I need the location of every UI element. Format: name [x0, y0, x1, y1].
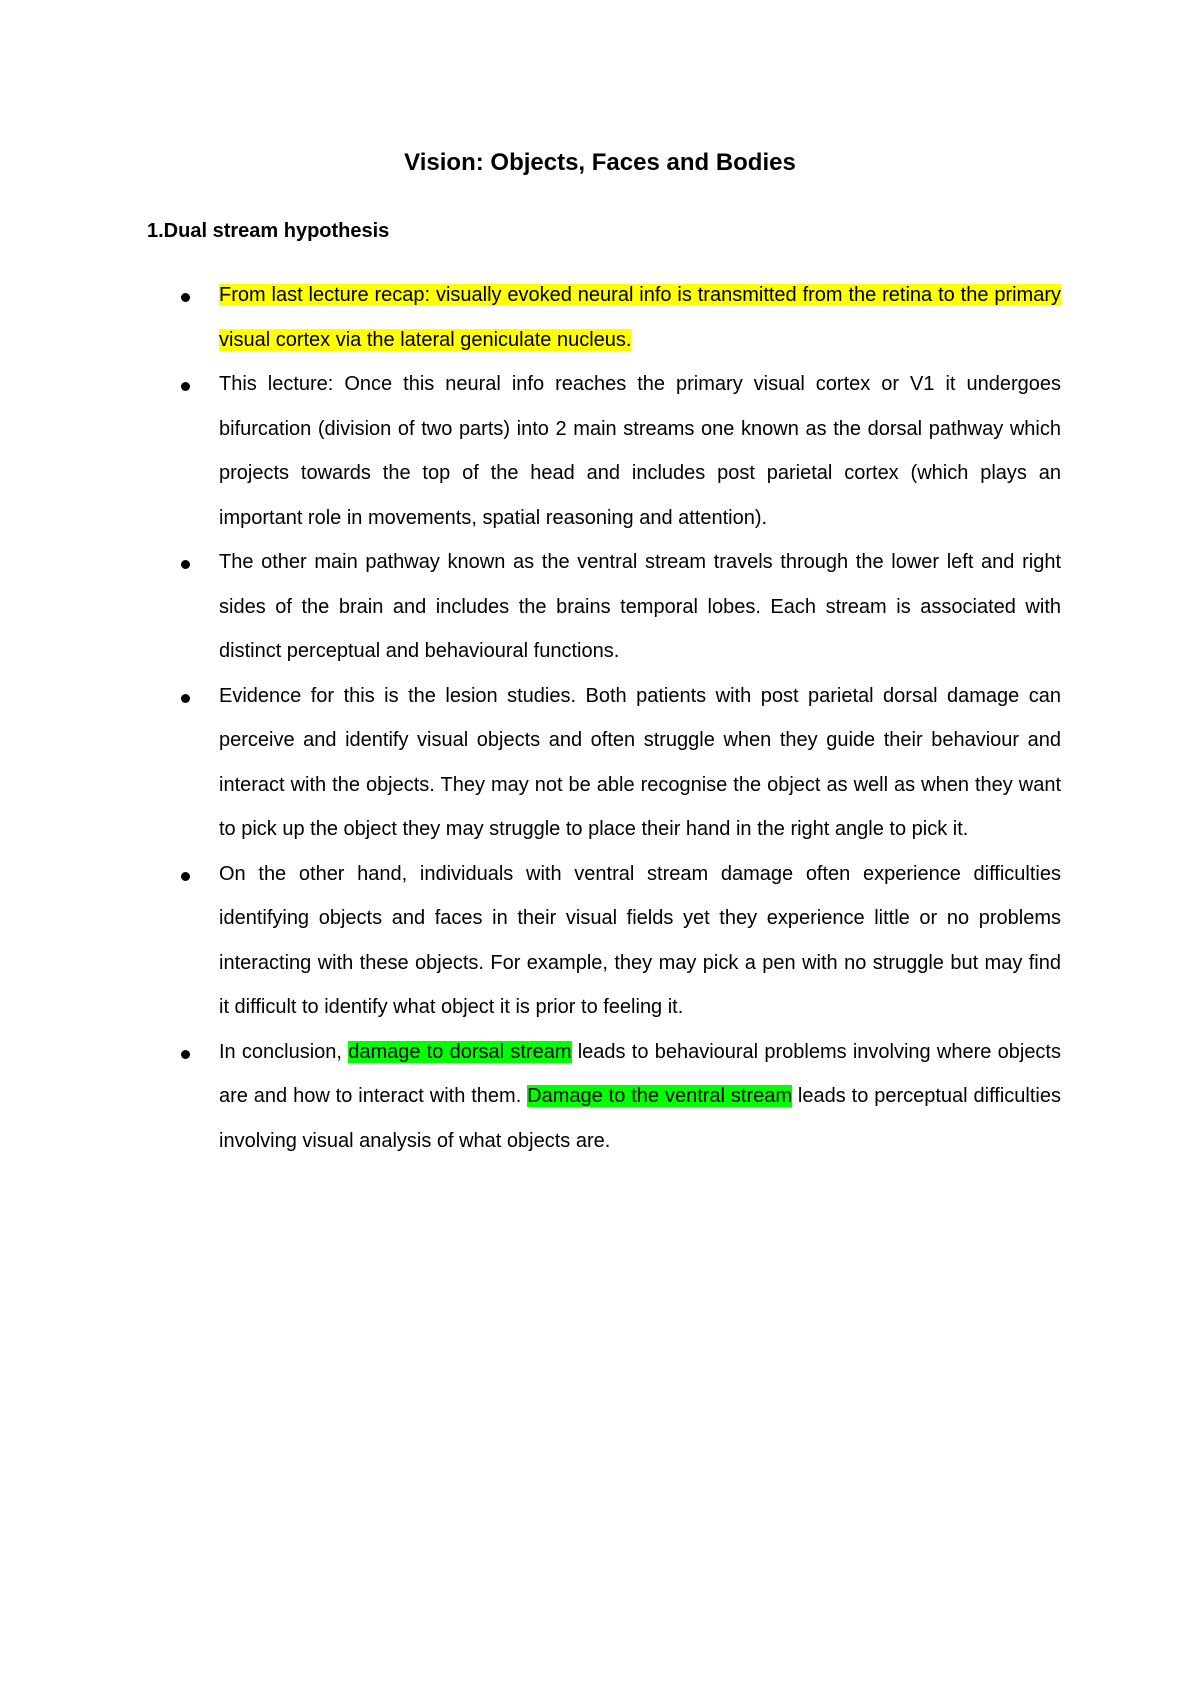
- list-item-text: Evidence for this is the lesion studies. Both patients with post parietal dorsal damage can perceive and identify visual objects and often struggle when they guide their behaviour and interact with the objects. They may not be able recognise the object as well as when they want to pick up the object they may struggle to place their hand in the right angle to pick it.: [219, 684, 1061, 840]
- bullet-dot-icon: [181, 1050, 190, 1059]
- document-title: Vision: Objects, Faces and Bodies: [404, 149, 796, 176]
- highlighted-ventral-damage: Damage to the ventral stream: [527, 1085, 793, 1107]
- list-item: [219, 852, 1061, 1030]
- bullet-dot-icon: [181, 382, 190, 391]
- bullet-dot-icon: [181, 293, 190, 302]
- bullet-dot-icon: [181, 560, 190, 569]
- list-item: [219, 540, 1061, 674]
- highlighted-dorsal-damage: damage to dorsal stream: [348, 1040, 572, 1063]
- highlighted-recap-text: From last lecture recap: visually evoked neural info is transmitted from the retina to the primary visual cortex via the lateral geniculate nucleus.: [219, 284, 1061, 351]
- conclusion-text-part2: leads to behavioural problems involving where objects are and how to interact with them.: [219, 1040, 1061, 1107]
- list-item-text: The other main pathway known as the ventral stream travels through the lower left and right sides of the brain and includes the brains temporal lobes. Each stream is associated with distinct perceptual and behavioural functions.: [219, 551, 1061, 662]
- list-item: [219, 674, 1061, 852]
- list-item-text: This lecture: Once this neural info reaches the primary visual cortex or V1 it undergoes bifurcation (division of two parts) into 2 main streams one known as the dorsal pathway which projects towards the top of the head and includes post parietal cortex (which plays an important role in movements, spatial reasoning and attention).: [219, 373, 1061, 529]
- conclusion-text-part1: In conclusion,: [219, 1040, 349, 1063]
- list-item: [219, 1030, 1061, 1164]
- list-item: [219, 362, 1061, 540]
- bullet-list: [219, 273, 1061, 1163]
- list-item-text: On the other hand, individuals with ventral stream damage often experience difficulties identifying objects and faces in their visual fields yet they experience little or no problems interacting with these objects. For example, they may pick a pen with no struggle but may find it difficult to identify what object it is prior to feeling it.: [219, 862, 1061, 1018]
- conclusion-text-part3: leads to perceptual difficulties involving visual analysis of what objects are.: [219, 1085, 1061, 1152]
- bullet-dot-icon: [181, 872, 190, 881]
- list-item: [219, 273, 1061, 362]
- bullet-dot-icon: [181, 694, 190, 703]
- section-heading: 1.Dual stream hypothesis: [147, 220, 390, 242]
